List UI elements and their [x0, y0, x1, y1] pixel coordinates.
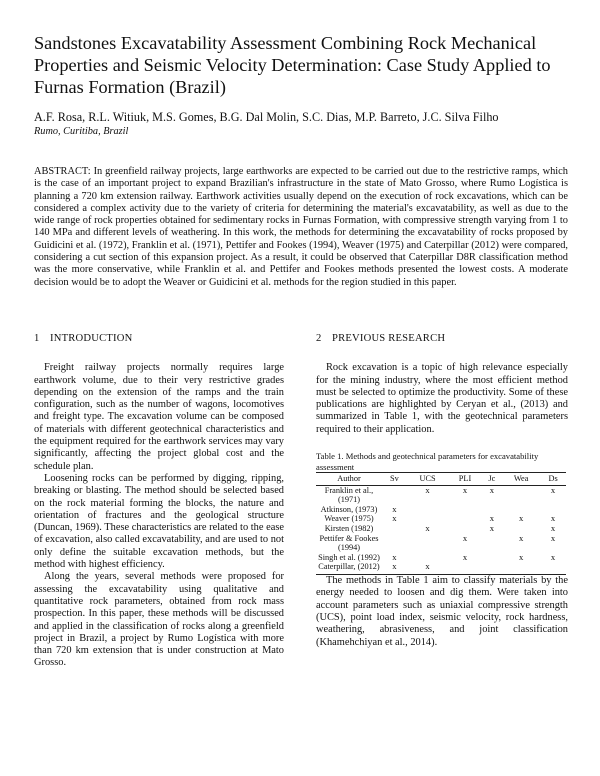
table-cell: [407, 534, 449, 553]
abstract-label: ABSTRACT:: [34, 166, 91, 177]
table-author-cell: Weaver (1975): [324, 514, 374, 524]
table-cell: x: [550, 484, 556, 495]
table-cell: x: [382, 562, 407, 574]
right-column: [316, 333, 568, 649]
table-cell: x: [489, 513, 495, 524]
table-cell: x: [392, 551, 397, 562]
table-row: [316, 534, 566, 553]
table-cell: x: [518, 513, 524, 524]
table-header-cell: Ds: [540, 473, 566, 486]
table-1-caption: Table 1. Methods and geotechnical parameters for excavatability assessment: [316, 451, 539, 472]
table-cell: x: [550, 513, 556, 524]
section-1-number: 1: [34, 333, 40, 344]
table-cell: [448, 514, 481, 524]
table-cell: x: [462, 484, 468, 495]
table-cell: [502, 485, 540, 505]
section-2-title: PREVIOUS RESEARCH: [332, 333, 446, 344]
abstract: [34, 166, 568, 289]
table-header-cell: Wea: [502, 473, 540, 486]
table-header-cell: Author: [316, 473, 382, 486]
table-header-cell: UCS: [407, 473, 449, 486]
table-cell: x: [518, 551, 524, 562]
table-cell: [382, 524, 407, 534]
abstract-text: In greenfield railway projects, large earthworks are expected to be carried out due to the restrictive ramps, which is the case of an important project to expand Brazilian's infrastructure in the state of Mato Grosso, where Rumo Logística is planning a 720 km extension railway. Earthwork activities usually depend on the execution of rock excavations, which can be considered a complex activity due to the variety of criteria for determining the material's excavatability, as well as due to the wide range of rock properties obtained for sedimentary rocks in Furnas Formation, with compressive strength varying from 1 to 140 MPa and different levels of weathering. In this work, the methods for determining the excavatability of rocks proposed by Guidicini et al. (1972), Franklin et al. (1971), Pettifer and Fookes (1994), Weaver (1975) and Caterpillar (2012) were compared, considering a cut section of this expansion project. As a result, it could be observed that Caterpillar D8R classification method was the more conservative, while Franklin et al. and Pettifer and Fookes methods presented the lowest costs. A moderate decision would be to adopt the Weaver or Guidicini et al. methods for the region studied in this paper.: [34, 166, 568, 288]
table-cell: x: [392, 503, 397, 514]
table-cell: x: [462, 551, 468, 562]
table-cell: x: [462, 532, 468, 543]
left-column: [34, 333, 284, 670]
table-cell: [482, 553, 503, 563]
table-cell: [482, 562, 503, 574]
table-cell: x: [550, 523, 556, 534]
table-cell: x: [550, 551, 556, 562]
table-1: [316, 472, 566, 575]
table-header-cell: PLI: [448, 473, 481, 486]
table-row: [316, 485, 566, 505]
intro-paragraph-1: Freight railway projects normally requires large earthwork volume, due to their very restrictive grades depending on the extension of the ramps and the train configuration, such as the number of wagons, locomotives and freight type. The excavation volume can be composed of materials with different geotechnical characteristics and the equipment required for the earthwork services may vary significantly, affecting the project global cost and the schedule plan.: [34, 362, 284, 472]
table-cell: x: [392, 513, 397, 524]
table-cell: [382, 485, 407, 505]
table-row: [316, 562, 566, 574]
table-header-row: [316, 473, 566, 486]
intro-paragraph-2: Loosening rocks can be performed by digging, ripping, breaking or blasting. The method should be selected based on the rock material forming the blocks, the nature and orientation of fractures and the geological structure (Duncan, 1969). These characteristics are related to the ease of excavation, also called excavatability, and are used to not only define the suitable excavation methods, but the method with highest efficiency.: [34, 472, 284, 571]
table-cell: x: [407, 562, 449, 574]
table-cell: x: [518, 532, 524, 543]
table-cell: x: [489, 484, 495, 495]
table-author-cell: Pettifer & Fookes (1994): [319, 533, 379, 553]
table-cell: [502, 562, 540, 574]
previous-research-paragraph-1: Rock excavation is a topic of high relevance especially for the mining industry, where the most efficient method must be selected to optimize the productivity. Some of these publications are highlighted by Ceryan et al., (2013) and summarized in Table 1, with the geotechnical parameters required to their application.: [316, 362, 568, 435]
table-cell: [540, 562, 566, 574]
table-header-cell: Sv: [382, 473, 407, 486]
table-row: [316, 514, 566, 524]
table-row: [316, 553, 566, 563]
table-cell: [482, 534, 503, 553]
table-cell: x: [550, 532, 556, 543]
table-author-cell: Singh et al. (1992): [318, 552, 380, 562]
table-cell: [448, 562, 481, 574]
table-author-cell: Atkinson, (1973): [320, 504, 378, 514]
table-author-cell: Franklin et al., (1971): [324, 485, 374, 505]
table-cell: x: [425, 523, 430, 534]
table-row: [316, 524, 566, 534]
intro-paragraph-3: Along the years, several methods were proposed for assessing the excavatability using qualitative and quantitative rock parameters, obtained from rock mass prospection. In this paper, these methods will be discussed and applied in the classification of rocks along a greenfield project in Brazil, a project by Rumo Logística with more than 720 km extension that is under construction at Mato Grosso.: [34, 571, 284, 669]
affiliation: Rumo, Curitiba, Brazil: [34, 126, 129, 137]
table-cell: [382, 534, 407, 553]
paper-title: Sandstones Excavatability Assessment Combining Rock Mechanical Properties and Seismic Velocity Determination: Case Study Applied to Furnas Formation (Brazil): [34, 33, 551, 97]
table-cell: x: [425, 484, 430, 495]
table-author-cell: Caterpillar, (2012): [316, 562, 382, 574]
section-1-heading: [34, 333, 284, 345]
table-cell: x: [489, 523, 495, 534]
table-cell: [407, 505, 449, 515]
table-row: [316, 505, 566, 515]
section-1-title: INTRODUCTION: [50, 333, 133, 344]
previous-research-paragraph-2: The methods in Table 1 aim to classify materials by the energy needed to loosen and dig them. Were taken into account parameters such as uniaxial compressive strength (UCS), point load index, seismic velocity, rock hardness, weathering, abrasiveness, and joint classification (Khamehchiyan et al., 2014).: [316, 575, 568, 648]
table-author-cell: Kirsten (1982): [324, 524, 374, 534]
section-2-number: 2: [316, 333, 322, 344]
table-cell: [448, 505, 481, 515]
section-2-heading: [316, 333, 568, 345]
table-header-cell: Jc: [482, 473, 503, 486]
author-list: A.F. Rosa, R.L. Witiuk, M.S. Gomes, B.G. Dal Molin, S.C. Dias, M.P. Barreto, J.C. Silva Filho: [34, 110, 499, 124]
